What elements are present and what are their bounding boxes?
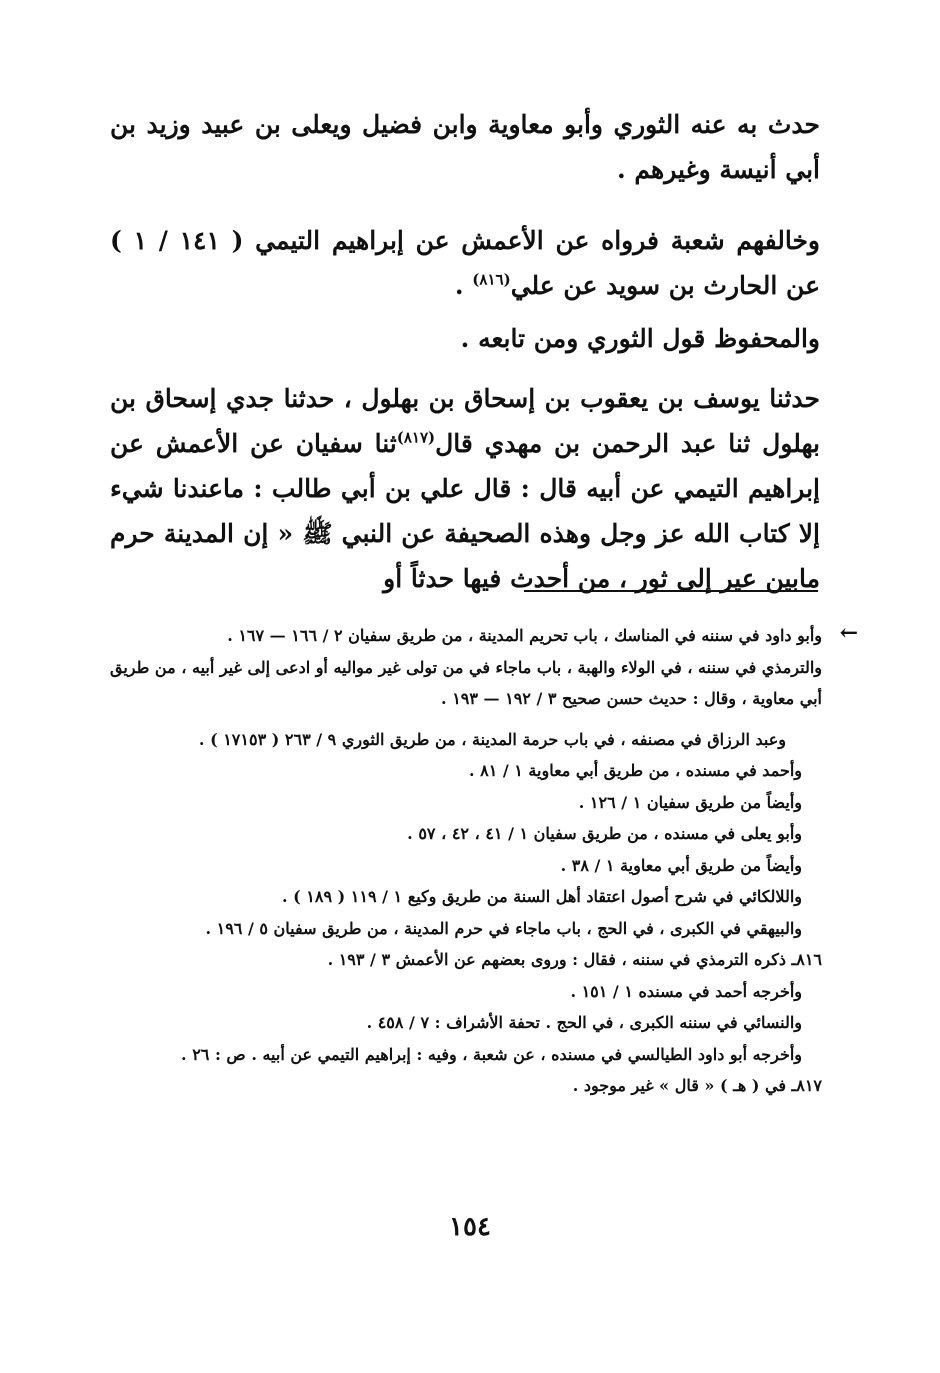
footnote-line: والنسائي في سننه الكبرى ، في الحج . تحفة الأشراف : ٧ / ٤٥٨ . (366, 1013, 802, 1032)
footnote-line: والبيهقي في الكبرى ، في الحج ، باب ماجاء في حرم المدينة ، من طريق سفيان ٥ / ١٩٦ . (205, 918, 802, 938)
paragraph-3 (110, 316, 820, 361)
paragraph-2-end: . (454, 271, 473, 300)
footnote-line: وأخرجه أحمد في مسنده ١ / ١٥١ . (570, 981, 802, 1001)
paragraph-4-text (110, 376, 820, 601)
paragraph-3-text: والمحفوظ قول الثوري ومن تابعه . (460, 324, 820, 353)
footnote-ref-817[interactable]: (٨١٧) (396, 428, 436, 447)
page-number: ١٥٤ (449, 1212, 491, 1242)
footnote-line: وأبو يعلى في مسنده ، من طريق سفيان ١ / ٤١ ، ٤٢ ، ٥٧ . (407, 824, 802, 843)
footnote-line: واللالكائي في شرح أصول اعتقاد أهل السنة من طريق وكيع ١ / ١١٩ ( ١٨٩ ) . (282, 887, 802, 906)
paragraph-1 (110, 102, 820, 192)
paragraph-2-text (110, 218, 820, 308)
continuation-arrow-icon: ← (839, 620, 858, 646)
footnote-line: وأخرجه أبو داود الطيالسي في مسنده ، عن شعبة ، وفيه : إبراهيم التيمي عن أبيه . ص : ٢٦ . (181, 1044, 802, 1064)
footnote-line: وعبد الرزاق في مصنفه ، في باب حرمة المدينة ، من طريق الثوري ٩ / ٢٦٣ ( ١٧١٥٣ ) . (198, 729, 786, 749)
footnote-line: والترمذي في سننه ، في الولاء والهبة ، باب ماجاء في من تولى غير مواليه أو ادعى إلى غير أبيه ، من طريق أبي معاوية ، وقال : حديث حسن صحيح ٣ / ١٩٢ — ١٩٣ . (110, 657, 822, 708)
footnote-ref-816[interactable]: (٨١٦) (472, 270, 511, 289)
footnote-divider (524, 590, 818, 592)
footnote-line: وأحمد في مسنده ، من طريق أبي معاوية ١ / ٨١ . (468, 761, 802, 780)
paragraph-4-body: حدثنا يوسف بن يعقوب بن إسحاق بن بهلول ، حدثنا جدي إسحاق بن بهلول ثنا عبد الرحمن بن مهدي قال (110, 384, 821, 458)
paragraph-2 (110, 218, 820, 308)
footnote-816: ٨١٦ـ ذكره الترمذي في سننه ، فقال : وروى بعضهم عن الأعمش ٣ / ١٩٣ . (327, 950, 822, 969)
paragraph-1-text: حدث به عنه الثوري وأبو معاوية وابن فضيل ويعلى بن عبيد وزيد بن أبي أنيسة وغيرهم . (110, 110, 820, 184)
footnote-817: ٨١٧ـ في ( هـ ) « قال » غير موجود . (572, 1076, 822, 1095)
paragraph-4-rest: ثنا سفيان عن الأعمش عن إبراهيم التيمي عن أبيه قال : قال علي بن أبي طالب : ماعندنا شيء إلا كتاب الله عز وجل وهذه الصحيفة عن النبي ﷺ « إن المدينة حرم مابين عير إلى ثور ، من أحدث فيها حدثاً أو (110, 429, 820, 593)
footnote-line: وأيضاً من طريق سفيان ١ / ١٢٦ . (578, 792, 802, 812)
paragraph-2-body: وخالفهم شعبة فرواه عن الأعمش عن إبراهيم التيمي ( ١٤١ / ١ ) عن الحارث بن سويد عن علي (110, 226, 820, 300)
paragraph-4 (110, 376, 820, 601)
footnotes (110, 620, 858, 1102)
footnote-line: وأبو داود في سننه في المناسك ، باب تحريم المدينة ، من طريق سفيان ٢ / ١٦٦ — ١٦٧ . (227, 626, 822, 645)
footnote-line: وأيضاً من طريق أبي معاوية ١ / ٣٨ . (560, 855, 802, 875)
